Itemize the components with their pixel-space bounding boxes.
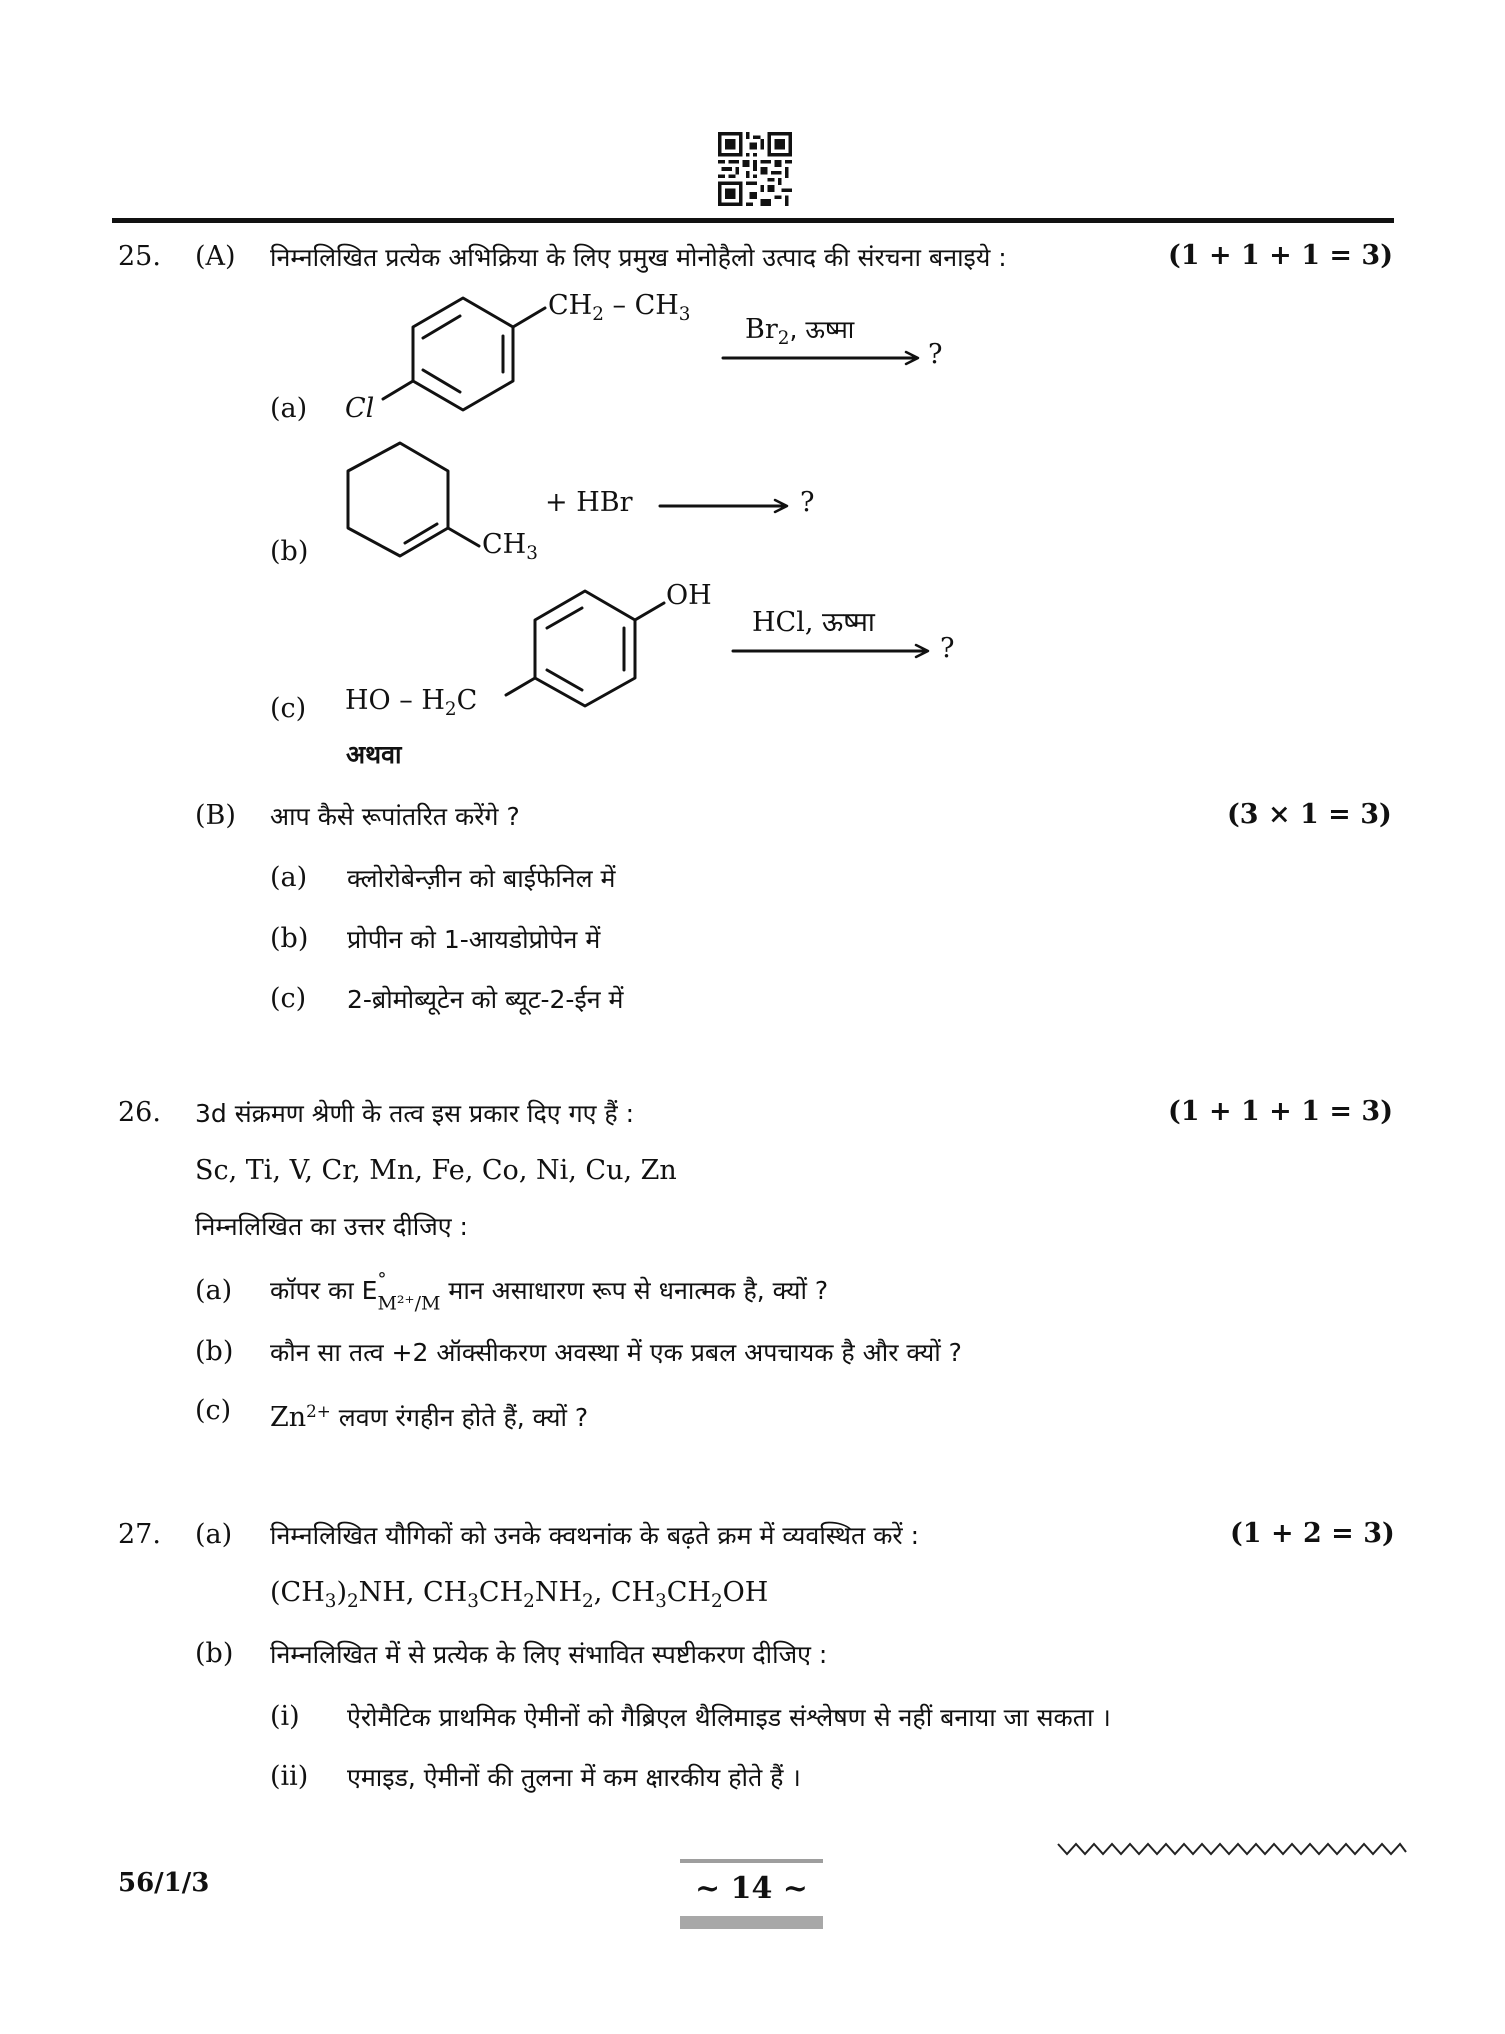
q26-text: 3d संक्रमण श्रेणी के तत्व इस प्रकार दिए गए हैं : bbox=[195, 1099, 635, 1128]
reaction-a-product: ? bbox=[928, 339, 943, 370]
benzene-ring-a bbox=[383, 298, 545, 410]
reaction-c-label: (c) bbox=[270, 693, 307, 724]
list-item-text: क्लोरोबेन्ज़ीन को बाईफेनिल में bbox=[347, 864, 616, 893]
q25-part-b-text: आप कैसे रूपांतरित करेंगे ? bbox=[270, 802, 520, 831]
question-number-25: 25. bbox=[118, 241, 161, 272]
q27-part-b-label: (b) bbox=[195, 1638, 234, 1669]
benzene-ring-c bbox=[506, 591, 664, 706]
reaction-a-label: (a) bbox=[270, 393, 308, 424]
q27-part-a-marks: (1 + 2 = 3) bbox=[1230, 1518, 1395, 1549]
or-label: अथवा bbox=[346, 740, 402, 769]
cyclohexene-ring-b bbox=[348, 443, 479, 556]
q26-marks: (1 + 1 + 1 = 3) bbox=[1168, 1096, 1393, 1127]
reaction-c-reagent: HCl, ऊष्मा bbox=[752, 607, 875, 638]
q25-part-b-marks: (3 × 1 = 3) bbox=[1227, 799, 1392, 830]
reaction-a-chloro: Cl bbox=[345, 393, 375, 424]
page-number-top-bar bbox=[680, 1859, 823, 1863]
q26-elements: Sc, Ti, V, Cr, Mn, Fe, Co, Ni, Cu, Zn bbox=[195, 1155, 677, 1186]
q25-part-a-text: निम्नलिखित प्रत्येक अभिक्रिया के लिए प्रमुख मोनोहैलो उत्पाद की संरचना बनाइये : bbox=[270, 243, 1007, 272]
reaction-b-methyl: $CH_3$ bbox=[482, 529, 538, 564]
reaction-b-reagent: + HBr bbox=[545, 487, 633, 518]
q26-item-c-text: $Zn^{2+}$ लवण रंगहीन होते हैं, क्यों ? bbox=[270, 1401, 589, 1434]
list-item-label: (b) bbox=[270, 923, 309, 954]
q27-compounds: $(CH_3)_2NH$, $CH_3CH_2NH_2$, $CH_3CH_2OH$ bbox=[270, 1577, 769, 1612]
q27-part-a-text: निम्नलिखित यौगिकों को उनके क्वथनांक के बढ़ते क्रम में व्यवस्थित करें : bbox=[270, 1521, 919, 1550]
q27-item-i-label: (i) bbox=[270, 1701, 300, 1732]
reaction-b-product: ? bbox=[800, 487, 815, 518]
list-item-label: (c) bbox=[270, 983, 307, 1014]
q27-item-ii-text: एमाइड, ऐमीनों की तुलना में कम क्षारकीय होते हैं । bbox=[347, 1763, 801, 1792]
paper-code: 56/1/3 bbox=[118, 1868, 210, 1898]
reaction-c-hydroxyl: OH bbox=[666, 580, 712, 611]
q25-part-a-marks: (1 + 1 + 1 = 3) bbox=[1168, 240, 1393, 271]
page-number-box bbox=[680, 1859, 823, 1931]
q26-item-b-label: (b) bbox=[195, 1336, 234, 1367]
list-item-label: (a) bbox=[270, 862, 308, 893]
page-number-bottom-bar bbox=[680, 1916, 823, 1929]
question-number-27: 27. bbox=[118, 1519, 161, 1550]
q26-item-b-text: कौन सा तत्व +2 ऑक्सीकरण अवस्था में एक प्रबल अपचायक है और क्यों ? bbox=[270, 1338, 962, 1367]
chemical-structures bbox=[0, 0, 1505, 800]
q27-item-i-text: ऐरोमैटिक प्राथमिक ऐमीनों को गैब्रिएल थैलिमाइड संश्लेषण से नहीं बनाया जा सकता । bbox=[347, 1703, 1111, 1732]
reaction-a-ethyl-group: $CH_2 - CH_3$ bbox=[548, 290, 691, 325]
list-item-text: 2-ब्रोमोब्यूटेन को ब्यूट-2-ईन में bbox=[347, 985, 624, 1014]
q26-item-c-label: (c) bbox=[195, 1395, 232, 1426]
list-item-text: प्रोपीन को 1-आयडोप्रोपेन में bbox=[347, 925, 601, 954]
q27-part-a-label: (a) bbox=[195, 1519, 233, 1550]
reaction-c-hydroxymethyl: HO – $H_2C$ bbox=[345, 685, 478, 720]
reaction-c-product: ? bbox=[940, 633, 955, 664]
reaction-b-label: (b) bbox=[270, 536, 309, 567]
q25-part-b-label: (B) bbox=[195, 800, 236, 831]
q27-item-ii-label: (ii) bbox=[270, 1761, 309, 1792]
q25-part-a-label: (A) bbox=[195, 241, 236, 272]
reaction-a-reagent: $Br_2$, ऊष्मा bbox=[745, 314, 855, 349]
page-number: ~ 14 ~ bbox=[695, 1871, 808, 1906]
q27-part-b-text: निम्नलिखित में से प्रत्येक के लिए संभावित स्पष्टीकरण दीजिए : bbox=[270, 1640, 828, 1669]
zigzag-continuation-mark bbox=[1056, 1838, 1408, 1860]
q26-item-a-text: कॉपर का E ° $_{M^{2+}/M}$ मान असाधारण रूप से धनात्मक है, क्यों ? bbox=[270, 1269, 829, 1315]
q26-item-a-label: (a) bbox=[195, 1275, 233, 1306]
question-number-26: 26. bbox=[118, 1097, 161, 1128]
q26-instruction: निम्नलिखित का उत्तर दीजिए : bbox=[195, 1212, 468, 1241]
